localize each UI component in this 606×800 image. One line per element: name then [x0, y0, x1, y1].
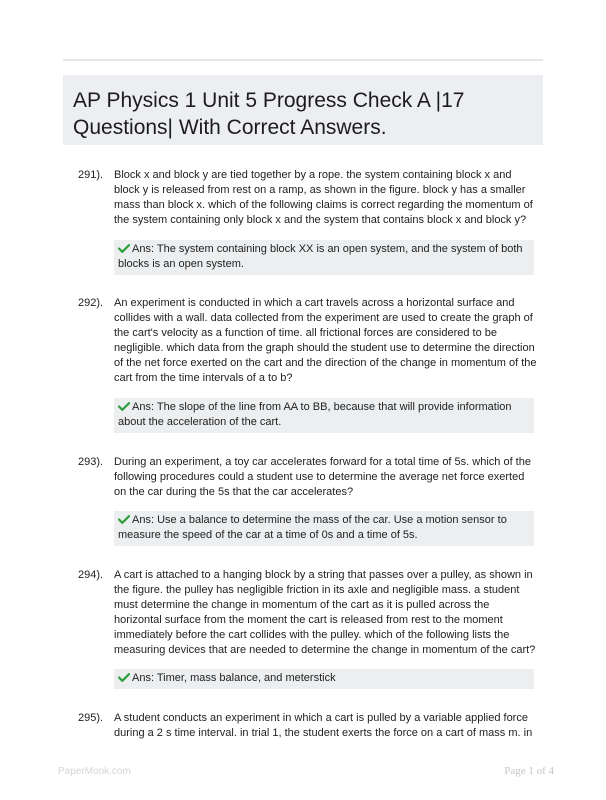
question-number: 292).: [78, 297, 104, 309]
question-number: 294).: [78, 569, 104, 581]
question-text: Block x and block y are tied together by a rope. the system containing block x and block y is released from rest on a ramp, as shown in the figure. block y has a smaller mass than block x. which of the following claims is correct regarding the momentum of the system containing only block x and the system that contains block x and block y?: [114, 169, 533, 226]
answer-text: Ans: Timer, mass balance, and meterstick: [132, 672, 336, 684]
footer-watermark: PaperMonk.com: [58, 766, 131, 777]
answer-text: Ans: Use a balance to determine the mass of the car. Use a motion sensor to measure the speed of the car at a time of 0s and a time of 5s.: [118, 514, 507, 541]
title-banner: [63, 75, 543, 145]
check-icon: [118, 515, 130, 524]
answer-text: Ans: The system containing block XX is an open system, and the system of both blocks is an open system.: [118, 243, 523, 270]
question-text: An experiment is conducted in which a cart travels across a horizontal surface and collides with a wall. data collected from the experiment are used to create the graph of the cart's velocity as a function of time. all frictional forces are considered to be negligible. which data from the graph should the student use to determine the direction of the net force exerted on the cart and the direction of the change in momentum of the cart from the time intervals of a to b?: [114, 297, 537, 384]
header-rule: [63, 59, 543, 61]
answer-box: [114, 511, 534, 546]
question-number: 291).: [78, 169, 104, 181]
check-icon: [118, 244, 130, 253]
question-text: A student conducts an experiment in which a cart is pulled by a variable applied force during a 2 s time interval. in trial 1, the student exerts the force on a cart of mass m. in: [114, 712, 533, 739]
answer-box: [114, 398, 534, 433]
page-title: AP Physics 1 Unit 5 Progress Check A |17 Questions| With Correct Answers.: [73, 89, 465, 139]
answer-box: [114, 669, 534, 689]
question-number: 295).: [78, 712, 104, 724]
page-indicator: Page 1 of 4: [504, 765, 554, 777]
answer-text: Ans: The slope of the line from AA to BB, because that will provide information about the acceleration of the cart.: [118, 401, 512, 428]
question-text: During an experiment, a toy car accelerates forward for a total time of 5s. which of the following procedures could a student use to determine the average net force exerted on the car during the 5s that the car accelerates?: [114, 456, 531, 498]
answer-box: [114, 240, 534, 275]
question-text: A cart is attached to a hanging block by a string that passes over a pulley, as shown in the figure. the pulley has negligible friction in its axle and negligible mass. a student must determine the change in momentum of the cart as it is pulled across the horizontal surface from the moment the cart is released from rest to the moment immediately before the cart collides with the pulley. which of the following lists the measuring devices that are needed to determine the change in momentum of the cart?: [114, 569, 536, 656]
question-number: 293).: [78, 456, 104, 468]
check-icon: [118, 402, 130, 411]
check-icon: [118, 673, 130, 682]
